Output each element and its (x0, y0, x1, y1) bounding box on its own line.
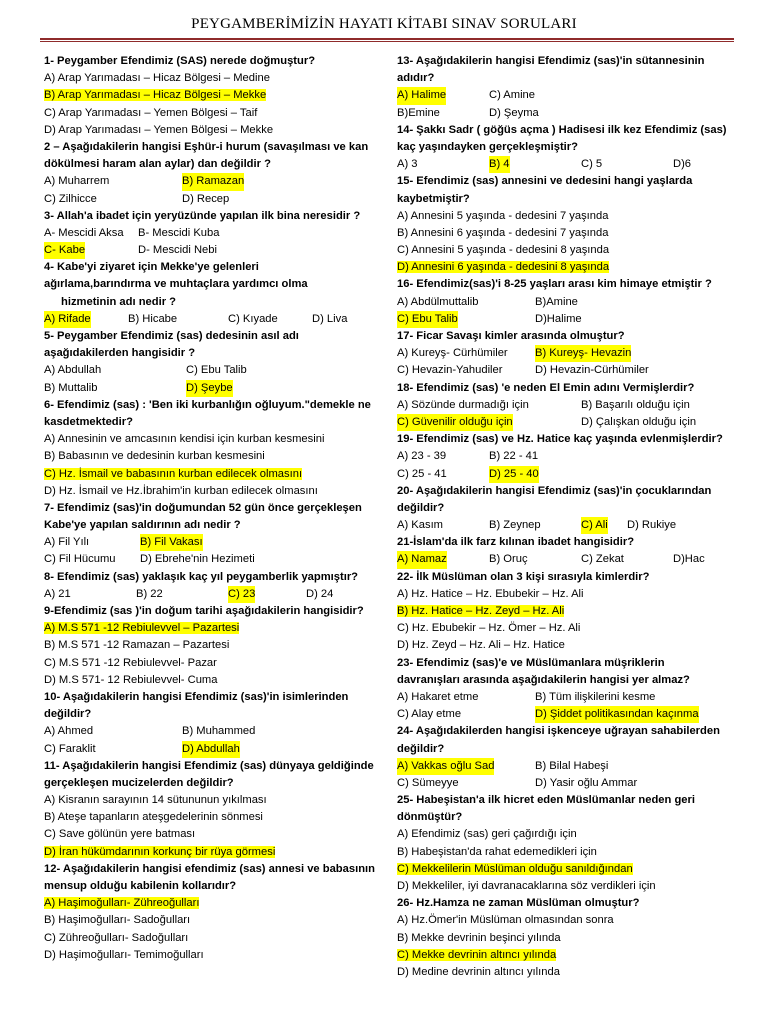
question-line (397, 534, 727, 551)
option-line (44, 431, 380, 448)
question-text: 5- Peygamber Efendimiz (sas) dedesinin asıl adı (44, 330, 299, 342)
answer-option: A- Mescidi Aksa (44, 226, 124, 239)
question-text: 10- Aşağıdakilerin hangisi Efendimiz (sas)'in isimlerinden (44, 690, 349, 703)
answer-option: B) Oruç (489, 553, 528, 566)
answer-option: D) Medine devrinin altıncı yılında (397, 965, 560, 978)
answer-option: D)6 (673, 158, 692, 171)
option-line (397, 414, 727, 431)
question-line (44, 517, 380, 534)
answer-option-highlighted: C- Kabe (44, 242, 85, 259)
answer-option: A) Abdülmuttalib (397, 295, 479, 308)
answer-option: C) Save gölünün yere batması (44, 828, 196, 841)
question-line (397, 672, 727, 689)
answer-option: A) Abdullah (44, 364, 102, 377)
answer-option-highlighted: C) Ali (581, 517, 608, 534)
question-text: 4- Kabe'yi ziyaret için Mekke'ye gelenleri (44, 261, 259, 274)
option-line (44, 105, 380, 122)
answer-option: A) Sözünde durmadığı için (397, 398, 529, 411)
question-text: 6- Efendimiz (sas) : 'Ben iki kurbanlığın oğluyum."demekle ne (44, 398, 371, 411)
question-line (397, 431, 727, 448)
question-line (44, 775, 380, 792)
answer-option: C) Faraklit (44, 742, 96, 755)
question-line (397, 500, 727, 517)
question-text: 12- Aşağıdakilerin hangisi efendimiz (sas) annesi ve babasının (44, 862, 375, 875)
answer-option: C) Zühreoğulları- Sadoğulları (44, 931, 189, 944)
question-text: değildir? (397, 501, 445, 514)
page-title: PEYGAMBERİMİZİN HAYATI KİTABI SINAV SORULARI (191, 16, 577, 32)
option-line (397, 466, 727, 483)
question-text: adıdır? (397, 72, 435, 85)
question-line (44, 689, 380, 706)
option-line (397, 311, 727, 328)
question-text: ağırlama,barındırma ve muhtaçlara yardımcı olma (44, 278, 308, 291)
option-line (397, 775, 727, 792)
answer-option-highlighted: D) 25 - 40 (489, 466, 539, 483)
answer-option: A) Kureyş- Cürhümiler (397, 347, 508, 360)
question-line (44, 397, 380, 414)
option-line (44, 809, 380, 826)
option-line (397, 706, 727, 723)
answer-option: A) Ahmed (44, 725, 94, 738)
answer-option-highlighted: B) Kureyş- Hevazin (535, 345, 631, 362)
answer-option: A) Annesini 5 yaşında - dedesini 7 yaşında (397, 209, 609, 222)
question-line (44, 861, 380, 878)
question-text: davranışları arasında aşağıdakilerin hangisi yer almaz? (397, 673, 690, 686)
option-line (397, 294, 727, 311)
question-text: dönmüştür? (397, 811, 463, 824)
option-line (44, 448, 380, 465)
question-line (44, 53, 380, 70)
option-line (397, 517, 727, 534)
question-text: kaybetmiştir? (397, 192, 470, 205)
answer-option-highlighted: A) Rifade (44, 311, 91, 328)
answer-option: D) Hevazin-Cürhümiler (535, 364, 649, 377)
question-line (44, 706, 380, 723)
option-line (397, 620, 727, 637)
answer-option: D) Liva (312, 312, 348, 325)
answer-option-highlighted: B) Arap Yarımadası – Hicaz Bölgesi – Mekke (44, 89, 267, 102)
answer-option: C) Alay etme (397, 708, 462, 721)
answer-option: C) 25 - 41 (397, 467, 447, 480)
question-line (44, 294, 380, 311)
option-line (397, 912, 727, 929)
answer-option: C) Sümeyye (397, 776, 459, 789)
answer-option-highlighted: B) 4 (489, 156, 510, 173)
answer-option-highlighted: D) İran hükümdarının korkunç bir rüya görmesi (44, 845, 276, 858)
question-line (44, 139, 380, 156)
answer-option: A) 23 - 39 (397, 450, 447, 463)
question-line (397, 380, 727, 397)
answer-option: D) Çalışkan olduğu için (581, 415, 697, 428)
answer-option: B) Annesini 6 yaşında - dedesini 7 yaşında (397, 226, 609, 239)
question-line (397, 723, 727, 740)
answer-option-highlighted: B) Hz. Hatice – Hz. Zeyd – Hz. Ali (397, 605, 565, 617)
question-line (397, 173, 727, 190)
option-line (397, 225, 727, 242)
option-line (44, 311, 380, 328)
question-line (397, 483, 727, 500)
option-line (44, 70, 380, 87)
question-line (397, 328, 727, 345)
question-text: 25- Habeşistan'a ilk hicret eden Müslümanlar neden geri (397, 794, 695, 807)
option-line (44, 620, 380, 637)
answer-option-highlighted: D) Annesini 6 yaşında - dedesini 8 yaşında (397, 261, 610, 274)
option-line (397, 397, 727, 414)
option-line (397, 586, 727, 603)
answer-option: B) Başarılı olduğu için (581, 398, 690, 411)
question-line (44, 276, 380, 293)
answer-option: C) Zekat (581, 553, 624, 566)
option-line (397, 861, 727, 878)
option-line (44, 466, 380, 483)
answer-option: D) Rukiye (627, 519, 677, 532)
answer-option: C) Fil Hücumu (44, 553, 116, 566)
question-text: 19- Efendimiz (sas) ve Hz. Hatice kaç yaşında evlenmişlerdir? (397, 433, 723, 446)
option-line (44, 122, 380, 139)
answer-option: B) 22 - 41 (489, 450, 539, 463)
option-line (397, 259, 727, 276)
answer-option-highlighted: D) Şiddet politikasından kaçınma (535, 706, 699, 723)
answer-option: B) Zeynep (489, 519, 541, 532)
question-text: 18- Efendimiz (sas) 'e neden El Emin adını Vermişlerdir? (397, 381, 695, 394)
option-line (44, 534, 380, 551)
option-line (44, 586, 380, 603)
answer-option: C) Ebu Talib (186, 364, 247, 377)
answer-option: D) Haşimoğulları- Temimoğulları (44, 948, 204, 961)
answer-option: A) Kisranın sarayının 14 sütununun yıkılması (44, 794, 267, 807)
answer-option: B)Amine (535, 295, 578, 308)
answer-option: D) 24 (306, 587, 334, 600)
question-line (397, 122, 727, 139)
question-text: 8- Efendimiz (sas) yaklaşık kaç yıl peygamberlik yapmıştır? (44, 570, 359, 583)
question-line (397, 139, 727, 156)
answer-option: D) Recep (182, 192, 230, 205)
option-line (397, 156, 727, 173)
answer-option: C) Arap Yarımadası – Yemen Bölgesi – Taif (44, 106, 258, 119)
option-line (397, 964, 727, 981)
option-line (397, 637, 727, 654)
answer-option: B) M.S 571 -12 Ramazan – Pazartesi (44, 639, 230, 652)
question-line (44, 328, 380, 345)
answer-option: A) Fil Yılı (44, 536, 90, 549)
answer-option: B) Mekke devrinin beşinci yılında (397, 931, 561, 944)
option-line (397, 826, 727, 843)
answer-option-highlighted: C) Ebu Talib (397, 311, 458, 328)
question-text: 22- İlk Müslüman olan 3 kişi sırasıyla kimlerdir? (397, 570, 650, 583)
option-line (397, 87, 727, 104)
answer-option: D) Ebrehe'nin Hezimeti (140, 553, 255, 566)
answer-option: A) Efendimiz (sas) geri çağırdığı için (397, 828, 577, 841)
answer-option: A) Hz.Ömer'in Müslüman olmasından sonra (397, 914, 614, 927)
answer-option: C) Zilhicce (44, 192, 97, 205)
answer-option: C) Hevazin-Yahudiler (397, 364, 503, 377)
answer-option: D) Yasir oğlu Ammar (535, 776, 638, 789)
question-line (397, 792, 727, 809)
question-text: 3- Allah'a ibadet için yeryüzünde yapılan ilk bina neresidir ? (44, 209, 361, 222)
question-text: kaç yaşındayken gerçekleşmiştir? (397, 140, 578, 153)
option-line (44, 483, 380, 500)
question-text: 11- Aşağıdakilerin hangisi Efendimiz (sas) dünyaya geldiğinde (44, 759, 374, 772)
option-line (44, 723, 380, 740)
option-line (397, 947, 727, 964)
option-line (397, 930, 727, 947)
question-line (44, 259, 380, 276)
option-line (397, 208, 727, 225)
question-text: 24- Aşağıdakilerden hangisi işkenceye uğrayan sahabilerden (397, 725, 720, 738)
option-line (397, 362, 727, 379)
option-line (44, 362, 380, 379)
option-line (44, 655, 380, 672)
option-line (44, 844, 380, 861)
question-line (44, 758, 380, 775)
title-rule-thin (40, 41, 734, 42)
answer-option: B) Hicabe (128, 312, 178, 325)
answer-option: B) Tüm ilişkilerini kesme (535, 690, 656, 703)
answer-option-highlighted: B) Ramazan (182, 173, 244, 190)
answer-option: C) Annesini 5 yaşında - dedesini 8 yaşında (397, 244, 610, 257)
option-line (397, 844, 727, 861)
answer-option: B) 22 (136, 587, 163, 600)
answer-option: B) Ateşe tapanların ateşgedelerinin sönmesi (44, 811, 263, 824)
option-line (44, 826, 380, 843)
option-line (44, 930, 380, 947)
answer-option-highlighted: A) M.S 571 -12 Rebiulevvel – Pazartesi (44, 622, 240, 635)
answer-option: C) Hz. Ebubekir – Hz. Ömer – Hz. Ali (397, 622, 581, 635)
question-text: gerçekleşen mucizelerden değildir? (44, 776, 234, 789)
answer-option: A) 3 (397, 158, 418, 171)
question-line (397, 53, 727, 70)
question-line (397, 276, 727, 293)
option-line (397, 878, 727, 895)
question-text: dökülmesi haram alan aylar) dan değildir ? (44, 158, 271, 171)
option-line (44, 87, 380, 104)
option-line (397, 551, 727, 568)
question-text: değildir? (44, 708, 92, 721)
option-line (44, 672, 380, 689)
question-text: 14- Şakkı Sadr ( göğüs açma ) Hadisesi ilk kez Efendimiz (sas) (397, 123, 727, 136)
answer-option: B) Muttalib (44, 381, 98, 394)
answer-option-highlighted: D) Abdullah (182, 741, 240, 758)
question-line (44, 878, 380, 895)
answer-option: B)Emine (397, 106, 440, 119)
answer-option: D)Hac (673, 553, 705, 566)
answer-option-highlighted: C) Hz. İsmail ve babasının kurban edilecek olmasını (44, 467, 303, 480)
question-text: 1- Peygamber Efendimiz (SAS) nerede doğmuştur? (44, 55, 316, 67)
question-line (44, 345, 380, 362)
question-text: mensup olduğu kabilenin kollarıdır? (44, 880, 237, 892)
question-text: hizmetinin adı nedir ? (61, 295, 176, 308)
question-line (397, 191, 727, 208)
question-line (44, 156, 380, 173)
question-text: 17- Ficar Savaşı kimler arasında olmuştur? (397, 330, 625, 342)
answer-option: A) 21 (44, 587, 71, 600)
question-text: 26- Hz.Hamza ne zaman Müslüman olmuştur? (397, 897, 640, 910)
title-rule (40, 38, 734, 40)
answer-option: A) Arap Yarımadası – Hicaz Bölgesi – Medine (44, 72, 270, 85)
answer-option: B) Habeşistan'da rahat edemedikleri için (397, 845, 597, 858)
question-text: 9-Efendimiz (sas )'in doğum tarihi aşağıdakilerin hangisidir? (44, 605, 364, 617)
question-line (397, 569, 727, 586)
question-text: 2 – Aşağıdakilerin hangisi Eşhür-i hurum (savaşılması ve kan (44, 140, 369, 153)
right-column (397, 53, 727, 981)
answer-option: C) Kıyade (228, 312, 278, 325)
answer-option: C) Amine (489, 89, 536, 102)
answer-option: A) Kasım (397, 519, 444, 532)
answer-option-highlighted: A) Namaz (397, 551, 447, 568)
option-line (397, 242, 727, 259)
answer-option: C) M.S 571 -12 Rebiulevvel- Pazar (44, 656, 217, 669)
option-line (397, 345, 727, 362)
answer-option: B- Mescidi Kuba (138, 226, 220, 239)
answer-option: A) Muharrem (44, 175, 110, 188)
option-line (397, 448, 727, 465)
question-text: aşağıdakilerden hangisidir ? (44, 347, 196, 360)
answer-option-highlighted: C) Mekkelilerin Müslüman olduğu sanıldığından (397, 862, 633, 875)
answer-option-highlighted: A) Vakkas oğlu Sad (397, 758, 494, 775)
answer-option: A) Annesinin ve amcasının kendisi için kurban kesmesini (44, 433, 325, 446)
option-line (44, 947, 380, 964)
question-text: 16- Efendimiz(sas)'i 8-25 yaşları arası kim himaye etmiştir ? (397, 278, 712, 291)
question-text: 23- Efendimiz (sas)'e ve Müslümanlara müşriklerin (397, 656, 665, 669)
question-text: 13- Aşağıdakilerin hangisi Efendimiz (sas)'in sütannesinin (397, 55, 705, 67)
answer-option-highlighted: B) Fil Vakası (140, 534, 203, 551)
option-line (44, 242, 380, 259)
option-line (44, 741, 380, 758)
question-line (44, 414, 380, 431)
question-line (44, 500, 380, 517)
answer-option-highlighted: A) Haşimoğulları- Zühreoğulları (44, 897, 200, 910)
option-line (44, 225, 380, 242)
option-line (397, 105, 727, 122)
question-text: 20- Aşağıdakilerin hangisi Efendimiz (sas)'in çocuklarından (397, 484, 712, 497)
answer-option-highlighted: C) 23 (228, 586, 255, 603)
question-line (397, 70, 727, 87)
question-text: 15- Efendimiz (sas) annesini ve dedesini hangi yaşlarda (397, 175, 693, 188)
question-line (397, 809, 727, 826)
answer-option: B) Muhammed (182, 725, 256, 738)
option-line (44, 895, 380, 912)
answer-option: A) Hz. Hatice – Hz. Ebubekir – Hz. Ali (397, 587, 584, 600)
option-line (397, 689, 727, 706)
option-line (44, 912, 380, 929)
question-line (397, 655, 727, 672)
option-line (44, 191, 380, 208)
answer-option: B) Babasının ve dedesinin kurban kesmesini (44, 450, 265, 463)
answer-option: D) Hz. İsmail ve Hz.İbrahim'in kurban edilecek olmasını (44, 484, 318, 497)
option-line (44, 380, 380, 397)
answer-option-highlighted: A) Halime (397, 87, 446, 104)
answer-option-highlighted: C) Güvenilir olduğu için (397, 414, 513, 431)
answer-option: B) Haşimoğulları- Sadoğulları (44, 914, 191, 927)
question-line (44, 569, 380, 586)
answer-option: A) Hakaret etme (397, 690, 479, 703)
question-line (44, 208, 380, 225)
question-text: 21-İslam'da ilk farz kılınan ibadet hangisidir? (397, 536, 635, 549)
answer-option: C) 5 (581, 158, 603, 171)
question-line (397, 895, 727, 912)
question-text: 7- Efendimiz (sas)'in doğumundan 52 gün önce gerçekleşen (44, 501, 362, 514)
answer-option: B) Bilal Habeşi (535, 759, 609, 772)
answer-option: D) Hz. Zeyd – Hz. Ali – Hz. Hatice (397, 639, 565, 652)
left-column (44, 53, 380, 964)
option-line (44, 173, 380, 190)
option-line (397, 603, 727, 620)
option-line (44, 792, 380, 809)
answer-option-highlighted: C) Mekke devrinin altıncı yılında (397, 948, 557, 961)
option-line (44, 551, 380, 568)
answer-option: D) M.S 571- 12 Rebiulevvel- Cuma (44, 673, 218, 686)
answer-option-highlighted: D) Şeybe (186, 380, 233, 397)
option-line (44, 637, 380, 654)
answer-option: D- Mescidi Nebi (138, 244, 217, 257)
question-line (44, 603, 380, 620)
answer-option: D) Şeyma (489, 106, 539, 119)
question-line (397, 741, 727, 758)
answer-option: D) Mekkeliler, iyi davranacaklarına söz verdikleri için (397, 880, 656, 892)
answer-option: D) Arap Yarımadası – Yemen Bölgesi – Mekke (44, 123, 274, 136)
answer-option: D)Halime (535, 312, 582, 325)
question-text: Kabe'ye yapılan saldırının adı nedir ? (44, 519, 241, 532)
option-line (397, 758, 727, 775)
question-text: değildir? (397, 742, 445, 755)
question-text: kasdetmektedir? (44, 415, 133, 428)
